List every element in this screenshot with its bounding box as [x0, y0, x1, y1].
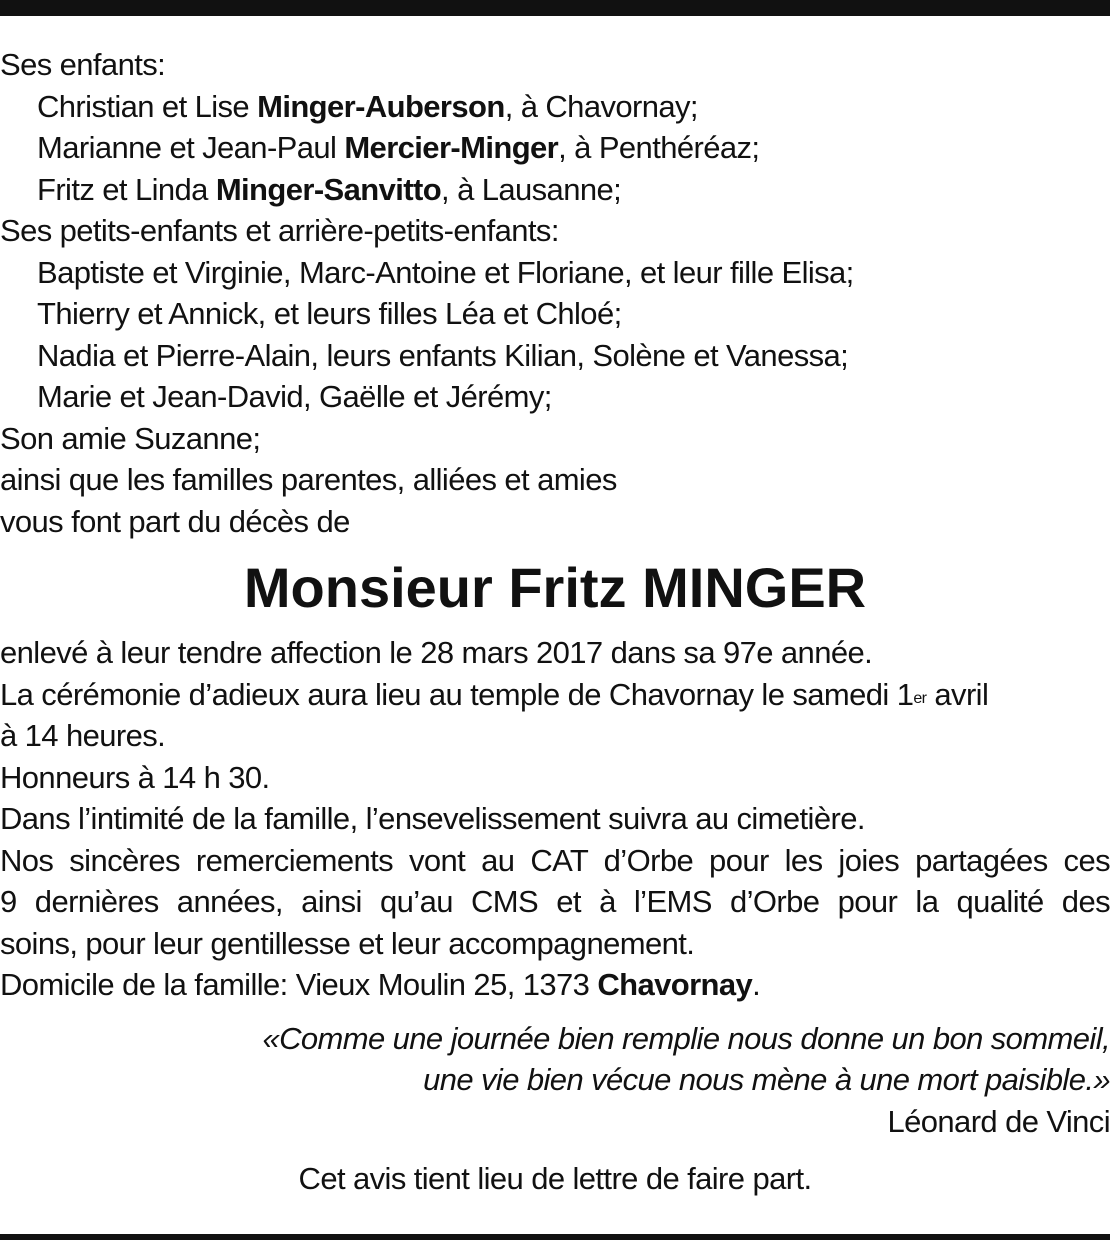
friend-line: Son amie Suzanne; — [0, 420, 261, 456]
ceremony-time-line: à 14 heures. — [0, 718, 166, 753]
announce-line: vous font part du décès de — [0, 503, 350, 539]
child-surname-1: Minger-Auberson — [257, 88, 505, 124]
closing-line: Cet avis tient lieu de lettre de faire part. — [298, 1161, 812, 1196]
honors-line: Honneurs à 14 h 30. — [0, 759, 270, 795]
child-surname-3: Minger-Sanvitto — [215, 171, 442, 207]
children-heading: Ses enfants: — [0, 47, 166, 82]
top-rule — [0, 0, 1110, 16]
child-line-1: Christian et Lise Minger-Auberson, à Chavornay; — [37, 88, 698, 124]
child-line-2: Marianne et Jean-Paul Mercier-Minger, à Penthéréaz; — [37, 130, 760, 165]
death-line: enlevé à leur tendre affection le 28 mars 2017 dans sa 97e année. — [0, 635, 873, 670]
grandchild-line-2: Thierry et Annick, et leurs filles Léa et Chloé; — [37, 296, 622, 331]
grandchild-line-3: Nadia et Pierre-Alain, leurs enfants Kilian, Solène et Vanessa; — [37, 337, 849, 373]
child-surname-2: Mercier-Minger — [344, 130, 559, 165]
grandchild-line-1: Baptiste et Virginie, Marc-Antoine et Floriane, et leur fille Elisa; — [37, 254, 854, 290]
burial-line: Dans l’intimité de la famille, l’ensevelissement suivra au cimetière. — [0, 801, 865, 836]
families-line: ainsi que les familles parentes, alliées et amies — [0, 462, 617, 497]
ordinal-superscript: er — [913, 689, 927, 707]
quote-block — [0, 1018, 1110, 1143]
quote-author: Léonard de Vinci — [887, 1103, 1110, 1139]
domicile-town: Chavornay — [597, 967, 753, 1002]
thanks-line-1: Nos sincères remerciements vont au CAT d’Orbe pour les joies partagées ces — [0, 842, 1110, 878]
bottom-rule — [0, 1234, 1110, 1240]
grandchild-line-4: Marie et Jean-David, Gaëlle et Jérémy; — [37, 379, 552, 414]
quote-line-2: une vie bien vécue nous mène à une mort paisible.» — [423, 1062, 1110, 1097]
grandchildren-heading: Ses petits-enfants et arrière-petits-enfants: — [0, 213, 559, 248]
quote-line-1: «Comme une journée bien remplie nous donne un bon sommeil, — [262, 1020, 1110, 1056]
deceased-name: Monsieur Fritz MINGER — [243, 556, 867, 619]
thanks-line-2: 9 dernières années, ainsi qu’au CMS et à l’EMS d’Orbe pour la qualité des — [0, 884, 1110, 919]
thanks-line-3: soins, pour leur gentillesse et leur accompagnement. — [0, 925, 695, 961]
child-line-3: Fritz et Linda Minger-Sanvitto, à Lausanne; — [37, 171, 622, 207]
ceremony-line: La cérémonie d’adieux aura lieu au temple de Chavornay le samedi 1er avril — [0, 676, 989, 712]
obituary-notice — [0, 44, 1110, 1200]
domicile-line: Domicile de la famille: Vieux Moulin 25, 1373 Chavornay. — [0, 967, 761, 1002]
